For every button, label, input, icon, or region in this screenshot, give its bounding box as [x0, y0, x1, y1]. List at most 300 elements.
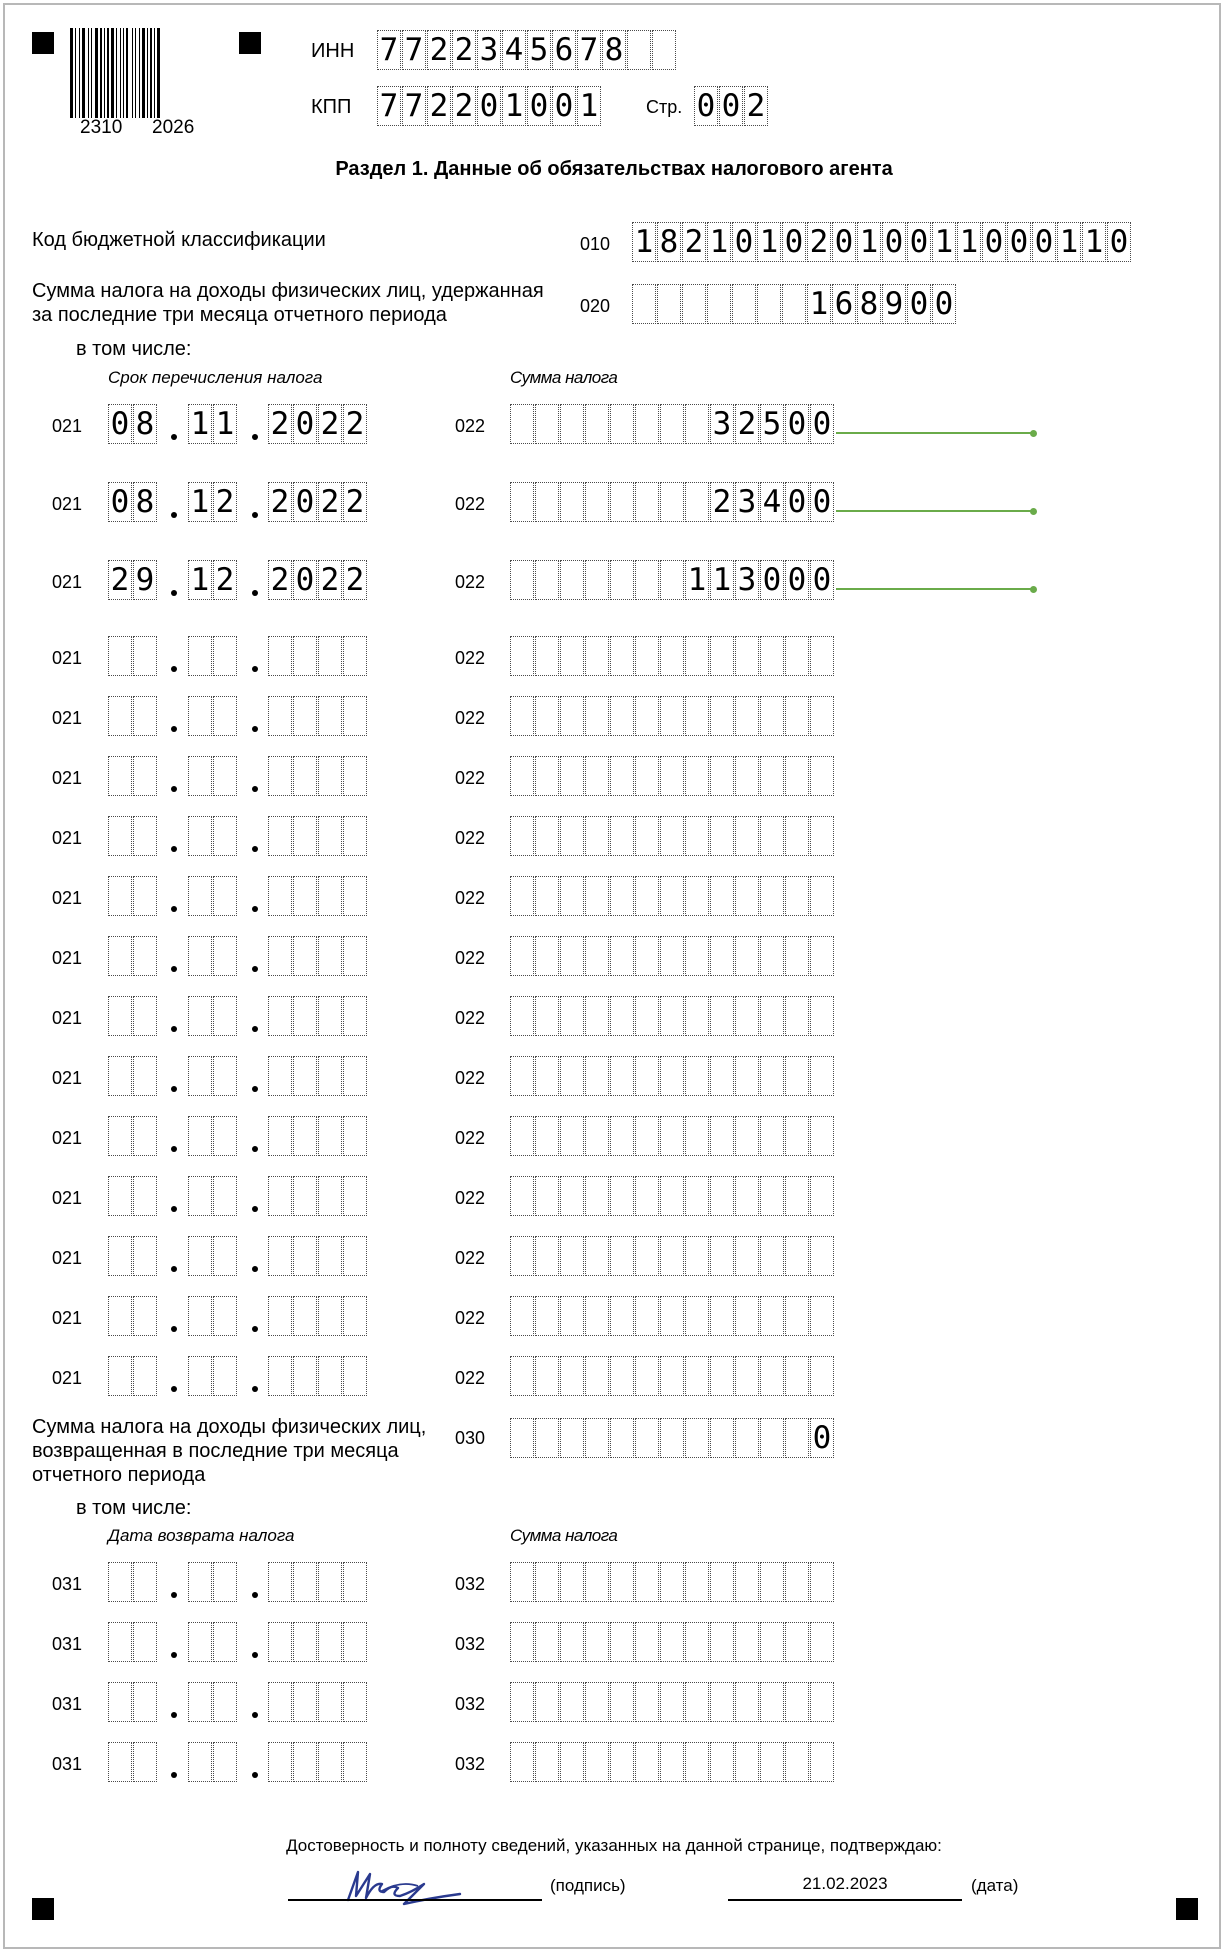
digit-cell[interactable] — [760, 1116, 784, 1156]
digit-cell[interactable] — [685, 1176, 709, 1216]
digit-cell[interactable] — [343, 636, 367, 676]
digit-cell[interactable] — [785, 816, 809, 856]
digit-cell[interactable] — [710, 1562, 734, 1602]
digit-cell[interactable] — [585, 1742, 609, 1782]
digit-cell[interactable]: 6 — [552, 30, 576, 70]
month-field[interactable] — [188, 756, 238, 796]
digit-cell[interactable] — [685, 1742, 709, 1782]
digit-cell[interactable] — [108, 1622, 132, 1662]
digit-cell[interactable] — [585, 1116, 609, 1156]
digit-cell[interactable]: 0 — [785, 404, 809, 444]
digit-cell[interactable] — [635, 636, 659, 676]
digit-cell[interactable] — [610, 636, 634, 676]
digit-cell[interactable] — [810, 1116, 834, 1156]
day-field[interactable] — [108, 756, 158, 796]
digit-cell[interactable] — [293, 816, 317, 856]
digit-cell[interactable] — [610, 756, 634, 796]
digit-cell[interactable]: 2 — [343, 560, 367, 600]
digit-cell[interactable] — [635, 1742, 659, 1782]
digit-cell[interactable] — [785, 696, 809, 736]
digit-cell[interactable]: 0 — [810, 482, 834, 522]
day-field[interactable] — [108, 1682, 158, 1722]
digit-cell[interactable] — [735, 1418, 759, 1458]
digit-cell[interactable] — [710, 816, 734, 856]
digit-cell[interactable]: 8 — [657, 222, 681, 262]
digit-cell[interactable]: 1 — [707, 222, 731, 262]
digit-cell[interactable] — [213, 636, 237, 676]
digit-cell[interactable] — [660, 560, 684, 600]
digit-cell[interactable] — [268, 636, 292, 676]
digit-cell[interactable] — [635, 1116, 659, 1156]
digit-cell[interactable]: 1 — [188, 404, 212, 444]
digit-cell[interactable]: 0 — [1007, 222, 1031, 262]
digit-cell[interactable] — [652, 30, 676, 70]
digit-cell[interactable] — [635, 756, 659, 796]
digit-cell[interactable] — [710, 1116, 734, 1156]
digit-cell[interactable]: 1 — [932, 222, 956, 262]
digit-cell[interactable] — [660, 1356, 684, 1396]
digit-cell[interactable] — [735, 1236, 759, 1276]
digit-cell[interactable] — [213, 1296, 237, 1336]
digit-cell[interactable] — [585, 1356, 609, 1396]
digit-cell[interactable] — [268, 1356, 292, 1396]
digit-cell[interactable]: 3 — [710, 404, 734, 444]
digit-cell[interactable]: 2 — [318, 482, 342, 522]
digit-cell[interactable] — [318, 636, 342, 676]
digit-cell[interactable]: 0 — [810, 1418, 834, 1458]
tax-amount-field[interactable] — [510, 1176, 835, 1216]
digit-cell[interactable] — [660, 756, 684, 796]
digit-cell[interactable] — [293, 1236, 317, 1276]
digit-cell[interactable]: 2 — [213, 482, 237, 522]
digit-cell[interactable] — [188, 1176, 212, 1216]
digit-cell[interactable] — [268, 1682, 292, 1722]
digit-cell[interactable] — [810, 1682, 834, 1722]
digit-cell[interactable] — [760, 756, 784, 796]
year-field[interactable] — [268, 482, 368, 522]
digit-cell[interactable] — [810, 1296, 834, 1336]
digit-cell[interactable] — [343, 1056, 367, 1096]
digit-cell[interactable] — [213, 1176, 237, 1216]
returned-amount-field[interactable] — [510, 1418, 835, 1458]
digit-cell[interactable] — [610, 996, 634, 1036]
digit-cell[interactable] — [785, 1356, 809, 1396]
digit-cell[interactable] — [760, 1682, 784, 1722]
digit-cell[interactable] — [293, 1116, 317, 1156]
digit-cell[interactable]: 0 — [832, 222, 856, 262]
digit-cell[interactable] — [685, 996, 709, 1036]
month-field[interactable] — [188, 1056, 238, 1096]
digit-cell[interactable] — [685, 1356, 709, 1396]
digit-cell[interactable] — [585, 996, 609, 1036]
digit-cell[interactable] — [188, 1056, 212, 1096]
digit-cell[interactable] — [133, 1622, 157, 1662]
digit-cell[interactable] — [213, 1622, 237, 1662]
day-field[interactable] — [108, 1356, 158, 1396]
digit-cell[interactable] — [293, 1296, 317, 1336]
digit-cell[interactable] — [510, 1562, 534, 1602]
digit-cell[interactable] — [343, 1116, 367, 1156]
digit-cell[interactable] — [760, 1296, 784, 1336]
digit-cell[interactable]: 1 — [188, 560, 212, 600]
digit-cell[interactable] — [188, 816, 212, 856]
digit-cell[interactable] — [735, 1176, 759, 1216]
digit-cell[interactable] — [685, 1296, 709, 1336]
digit-cell[interactable] — [785, 1562, 809, 1602]
digit-cell[interactable] — [760, 1742, 784, 1782]
digit-cell[interactable] — [585, 1682, 609, 1722]
digit-cell[interactable] — [133, 1562, 157, 1602]
tax-amount-field[interactable] — [510, 1742, 835, 1782]
digit-cell[interactable] — [560, 816, 584, 856]
digit-cell[interactable]: 1 — [1082, 222, 1106, 262]
digit-cell[interactable] — [213, 1236, 237, 1276]
digit-cell[interactable] — [735, 876, 759, 916]
digit-cell[interactable] — [660, 1176, 684, 1216]
digit-cell[interactable] — [188, 1236, 212, 1276]
digit-cell[interactable] — [785, 1176, 809, 1216]
digit-cell[interactable] — [560, 1682, 584, 1722]
digit-cell[interactable] — [293, 1742, 317, 1782]
digit-cell[interactable] — [585, 936, 609, 976]
year-field[interactable] — [268, 1622, 368, 1662]
digit-cell[interactable]: 7 — [402, 86, 426, 126]
day-field[interactable] — [108, 1622, 158, 1662]
digit-cell[interactable] — [188, 876, 212, 916]
digit-cell[interactable] — [785, 1742, 809, 1782]
digit-cell[interactable] — [343, 816, 367, 856]
signature-date[interactable]: 21.02.2023 — [802, 1874, 888, 1893]
digit-cell[interactable] — [760, 1622, 784, 1662]
month-field[interactable] — [188, 1176, 238, 1216]
month-field[interactable] — [188, 560, 238, 600]
digit-cell[interactable] — [535, 876, 559, 916]
digit-cell[interactable] — [585, 1418, 609, 1458]
digit-cell[interactable]: 1 — [1057, 222, 1081, 262]
digit-cell[interactable] — [343, 1682, 367, 1722]
digit-cell[interactable] — [635, 876, 659, 916]
digit-cell[interactable] — [610, 560, 634, 600]
digit-cell[interactable] — [510, 696, 534, 736]
digit-cell[interactable] — [585, 404, 609, 444]
digit-cell[interactable] — [343, 1742, 367, 1782]
month-field[interactable] — [188, 482, 238, 522]
digit-cell[interactable] — [213, 696, 237, 736]
digit-cell[interactable] — [213, 1356, 237, 1396]
digit-cell[interactable] — [560, 636, 584, 676]
digit-cell[interactable]: 0 — [785, 560, 809, 600]
month-field[interactable] — [188, 404, 238, 444]
digit-cell[interactable] — [810, 696, 834, 736]
day-field[interactable] — [108, 1056, 158, 1096]
year-field[interactable] — [268, 1176, 368, 1216]
digit-cell[interactable] — [188, 1116, 212, 1156]
digit-cell[interactable] — [785, 876, 809, 916]
digit-cell[interactable] — [685, 1622, 709, 1662]
digit-cell[interactable] — [560, 560, 584, 600]
month-field[interactable] — [188, 1296, 238, 1336]
digit-cell[interactable] — [685, 482, 709, 522]
digit-cell[interactable]: 8 — [602, 30, 626, 70]
digit-cell[interactable] — [268, 1622, 292, 1662]
digit-cell[interactable] — [757, 284, 781, 324]
digit-cell[interactable]: 2 — [735, 404, 759, 444]
digit-cell[interactable] — [710, 1356, 734, 1396]
digit-cell[interactable] — [293, 696, 317, 736]
digit-cell[interactable]: 2 — [268, 404, 292, 444]
digit-cell[interactable] — [293, 756, 317, 796]
digit-cell[interactable] — [268, 996, 292, 1036]
digit-cell[interactable]: 8 — [133, 482, 157, 522]
digit-cell[interactable] — [685, 636, 709, 676]
digit-cell[interactable] — [188, 636, 212, 676]
digit-cell[interactable]: 1 — [857, 222, 881, 262]
digit-cell[interactable] — [735, 636, 759, 676]
digit-cell[interactable] — [760, 1176, 784, 1216]
digit-cell[interactable] — [188, 1296, 212, 1336]
digit-cell[interactable]: 0 — [932, 284, 956, 324]
digit-cell[interactable] — [710, 1296, 734, 1336]
digit-cell[interactable] — [213, 1742, 237, 1782]
digit-cell[interactable] — [660, 696, 684, 736]
digit-cell[interactable] — [318, 1356, 342, 1396]
digit-cell[interactable] — [293, 1682, 317, 1722]
digit-cell[interactable] — [510, 936, 534, 976]
digit-cell[interactable] — [585, 560, 609, 600]
digit-cell[interactable] — [560, 1056, 584, 1096]
digit-cell[interactable] — [510, 1236, 534, 1276]
digit-cell[interactable] — [610, 1562, 634, 1602]
digit-cell[interactable]: 3 — [735, 560, 759, 600]
digit-cell[interactable] — [535, 1562, 559, 1602]
digit-cell[interactable]: 7 — [577, 30, 601, 70]
tax-amount-field[interactable] — [510, 482, 835, 522]
digit-cell[interactable] — [318, 1176, 342, 1216]
digit-cell[interactable] — [660, 1622, 684, 1662]
digit-cell[interactable]: 0 — [1107, 222, 1131, 262]
digit-cell[interactable] — [213, 1562, 237, 1602]
digit-cell[interactable] — [535, 996, 559, 1036]
digit-cell[interactable]: 4 — [502, 30, 526, 70]
digit-cell[interactable]: 2 — [682, 222, 706, 262]
day-field[interactable] — [108, 1296, 158, 1336]
digit-cell[interactable] — [560, 996, 584, 1036]
digit-cell[interactable] — [268, 1296, 292, 1336]
month-field[interactable] — [188, 1742, 238, 1782]
digit-cell[interactable] — [735, 696, 759, 736]
digit-cell[interactable] — [293, 876, 317, 916]
digit-cell[interactable] — [585, 1296, 609, 1336]
digit-cell[interactable] — [635, 1176, 659, 1216]
digit-cell[interactable]: 0 — [907, 284, 931, 324]
digit-cell[interactable] — [635, 1682, 659, 1722]
month-field[interactable] — [188, 1116, 238, 1156]
tax-amount-field[interactable] — [510, 696, 835, 736]
digit-cell[interactable] — [510, 1356, 534, 1396]
digit-cell[interactable] — [785, 1682, 809, 1722]
digit-cell[interactable] — [610, 876, 634, 916]
digit-cell[interactable] — [188, 696, 212, 736]
digit-cell[interactable]: 6 — [832, 284, 856, 324]
digit-cell[interactable] — [560, 756, 584, 796]
digit-cell[interactable] — [610, 1742, 634, 1782]
digit-cell[interactable] — [318, 936, 342, 976]
digit-cell[interactable]: 2 — [318, 404, 342, 444]
digit-cell[interactable] — [133, 1116, 157, 1156]
year-field[interactable] — [268, 876, 368, 916]
digit-cell[interactable] — [108, 1742, 132, 1782]
digit-cell[interactable] — [560, 1356, 584, 1396]
digit-cell[interactable] — [660, 1742, 684, 1782]
digit-cell[interactable] — [133, 696, 157, 736]
digit-cell[interactable] — [108, 816, 132, 856]
digit-cell[interactable] — [560, 1622, 584, 1662]
digit-cell[interactable] — [108, 876, 132, 916]
digit-cell[interactable] — [660, 996, 684, 1036]
digit-cell[interactable] — [810, 996, 834, 1036]
digit-cell[interactable] — [108, 1056, 132, 1096]
digit-cell[interactable] — [682, 284, 706, 324]
digit-cell[interactable] — [133, 1176, 157, 1216]
tax-amount-field[interactable] — [510, 1356, 835, 1396]
digit-cell[interactable] — [108, 636, 132, 676]
digit-cell[interactable] — [560, 404, 584, 444]
year-field[interactable] — [268, 1296, 368, 1336]
digit-cell[interactable] — [213, 1116, 237, 1156]
digit-cell[interactable]: 2 — [427, 30, 451, 70]
digit-cell[interactable]: 2 — [108, 560, 132, 600]
digit-cell[interactable]: 0 — [907, 222, 931, 262]
month-field[interactable] — [188, 636, 238, 676]
digit-cell[interactable] — [510, 636, 534, 676]
digit-cell[interactable] — [318, 1742, 342, 1782]
digit-cell[interactable] — [685, 1236, 709, 1276]
digit-cell[interactable] — [760, 696, 784, 736]
digit-cell[interactable] — [635, 1562, 659, 1602]
digit-cell[interactable] — [510, 816, 534, 856]
tax-amount-field[interactable] — [510, 560, 835, 600]
digit-cell[interactable] — [188, 1562, 212, 1602]
digit-cell[interactable] — [660, 1296, 684, 1336]
digit-cell[interactable]: 0 — [785, 482, 809, 522]
month-field[interactable] — [188, 1236, 238, 1276]
digit-cell[interactable] — [535, 696, 559, 736]
digit-cell[interactable] — [810, 1356, 834, 1396]
tax-amount-field[interactable] — [510, 996, 835, 1036]
digit-cell[interactable] — [610, 1356, 634, 1396]
digit-cell[interactable] — [188, 996, 212, 1036]
digit-cell[interactable] — [560, 696, 584, 736]
digit-cell[interactable] — [510, 1116, 534, 1156]
digit-cell[interactable] — [635, 1356, 659, 1396]
digit-cell[interactable] — [585, 756, 609, 796]
digit-cell[interactable]: 7 — [377, 86, 401, 126]
month-field[interactable] — [188, 876, 238, 916]
digit-cell[interactable] — [133, 756, 157, 796]
digit-cell[interactable] — [108, 696, 132, 736]
digit-cell[interactable] — [293, 1622, 317, 1662]
digit-cell[interactable] — [760, 876, 784, 916]
digit-cell[interactable]: 1 — [632, 222, 656, 262]
digit-cell[interactable]: 8 — [133, 404, 157, 444]
kpp-field[interactable] — [377, 86, 602, 126]
digit-cell[interactable] — [535, 1176, 559, 1216]
digit-cell[interactable]: 7 — [377, 30, 401, 70]
digit-cell[interactable] — [268, 1562, 292, 1602]
digit-cell[interactable] — [660, 1562, 684, 1602]
digit-cell[interactable] — [343, 876, 367, 916]
digit-cell[interactable] — [660, 636, 684, 676]
digit-cell[interactable] — [133, 1356, 157, 1396]
digit-cell[interactable] — [810, 936, 834, 976]
digit-cell[interactable] — [510, 404, 534, 444]
digit-cell[interactable] — [785, 1418, 809, 1458]
tax-amount-field[interactable] — [510, 1682, 835, 1722]
digit-cell[interactable] — [188, 1356, 212, 1396]
tax-amount-field[interactable] — [510, 756, 835, 796]
digit-cell[interactable] — [213, 816, 237, 856]
digit-cell[interactable] — [343, 756, 367, 796]
digit-cell[interactable]: 2 — [268, 560, 292, 600]
digit-cell[interactable] — [510, 1296, 534, 1336]
digit-cell[interactable] — [535, 1356, 559, 1396]
digit-cell[interactable] — [610, 1236, 634, 1276]
digit-cell[interactable] — [108, 756, 132, 796]
digit-cell[interactable] — [560, 936, 584, 976]
digit-cell[interactable] — [785, 636, 809, 676]
digit-cell[interactable] — [685, 876, 709, 916]
kbk-field[interactable] — [632, 222, 1132, 262]
digit-cell[interactable] — [293, 1562, 317, 1602]
digit-cell[interactable] — [213, 1682, 237, 1722]
digit-cell[interactable] — [510, 560, 534, 600]
digit-cell[interactable] — [268, 936, 292, 976]
digit-cell[interactable] — [268, 1236, 292, 1276]
digit-cell[interactable] — [660, 1682, 684, 1722]
day-field[interactable] — [108, 560, 158, 600]
digit-cell[interactable] — [760, 636, 784, 676]
digit-cell[interactable] — [133, 816, 157, 856]
digit-cell[interactable] — [685, 404, 709, 444]
tax-amount-field[interactable] — [510, 936, 835, 976]
digit-cell[interactable] — [685, 816, 709, 856]
digit-cell[interactable] — [343, 1176, 367, 1216]
digit-cell[interactable] — [318, 1562, 342, 1602]
digit-cell[interactable] — [785, 1296, 809, 1336]
digit-cell[interactable] — [632, 284, 656, 324]
digit-cell[interactable] — [635, 936, 659, 976]
day-field[interactable] — [108, 636, 158, 676]
digit-cell[interactable] — [710, 936, 734, 976]
digit-cell[interactable] — [585, 482, 609, 522]
digit-cell[interactable] — [268, 876, 292, 916]
digit-cell[interactable]: 8 — [857, 284, 881, 324]
digit-cell[interactable] — [585, 816, 609, 856]
digit-cell[interactable] — [560, 876, 584, 916]
digit-cell[interactable] — [510, 1056, 534, 1096]
digit-cell[interactable]: 2 — [452, 30, 476, 70]
digit-cell[interactable] — [585, 696, 609, 736]
digit-cell[interactable] — [188, 1682, 212, 1722]
digit-cell[interactable] — [213, 876, 237, 916]
digit-cell[interactable] — [560, 1418, 584, 1458]
digit-cell[interactable] — [760, 1236, 784, 1276]
digit-cell[interactable] — [108, 1682, 132, 1722]
digit-cell[interactable] — [610, 1116, 634, 1156]
tax-amount-field[interactable] — [510, 1236, 835, 1276]
digit-cell[interactable] — [343, 1562, 367, 1602]
digit-cell[interactable]: 1 — [502, 86, 526, 126]
